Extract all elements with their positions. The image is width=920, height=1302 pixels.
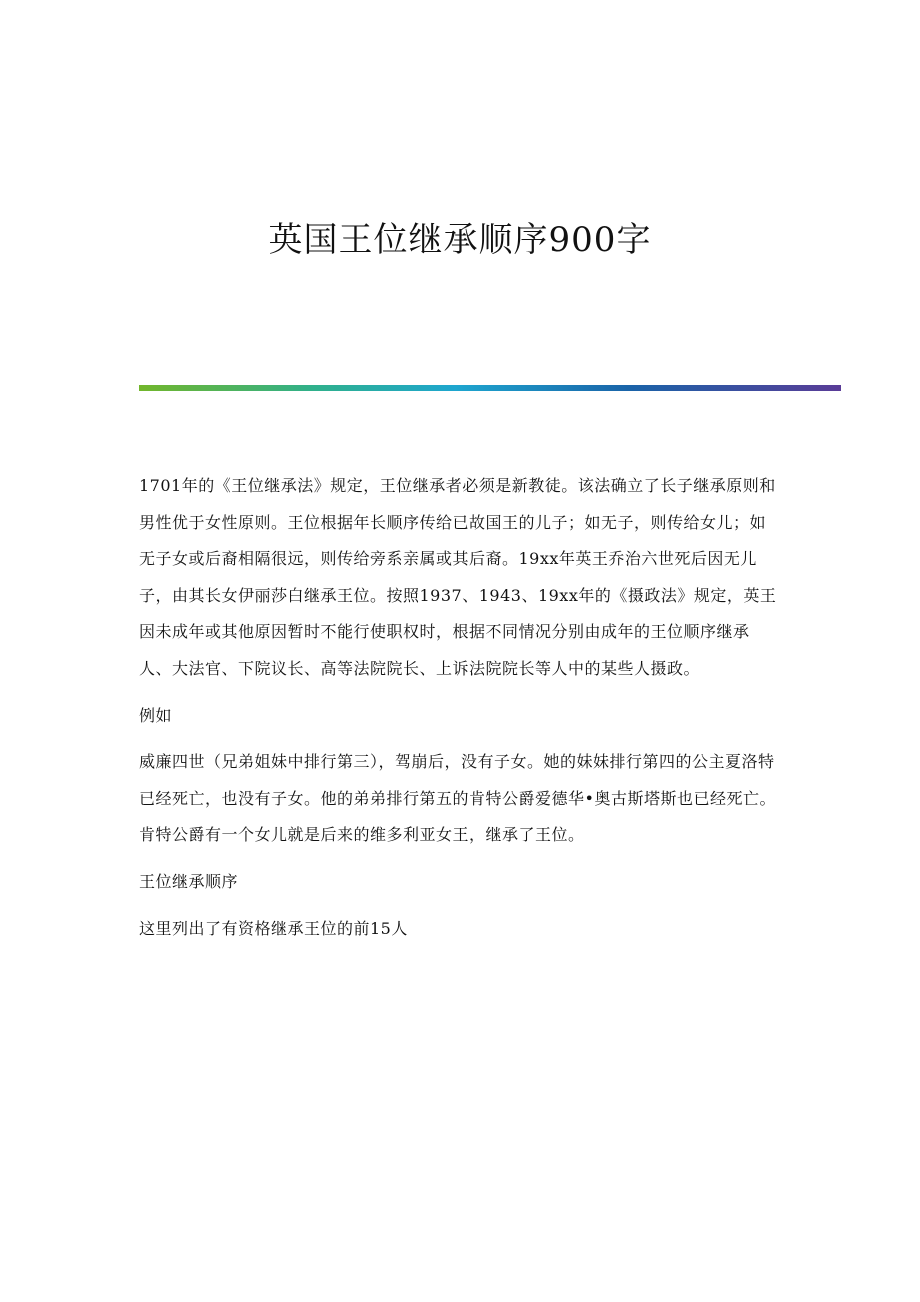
paragraph-example-heading: 例如 [139,705,173,725]
paragraph-list-intro: 这里列出了有资格继承王位的前15人 [139,918,408,938]
paragraph-william-iv-example: 威廉四世（兄弟姐妹中排行第三），驾崩后，没有子女。她的妹妹排行第四的公主夏洛特已经死亡，也没有子女。他的弟弟排行第五的肯特公爵爱德华•奥古斯塔斯也已经死亡。肯特公爵有一个女儿就是后来的维多利亚女王，继承了王位。 [139,752,776,845]
paragraph-succession-order-heading: 王位继承顺序 [139,871,239,891]
document-body [139,468,779,947]
gradient-divider [139,385,841,391]
paragraph-succession-law: 1701年的《王位继承法》规定，王位继承者必须是新教徒。该法确立了长子继承原则和男性优于女性原则。王位根据年长顺序传给已故国王的儿子；如无子，则传给女儿；如无子女或后裔相隔很远，则传给旁系亲属或其后裔。19xx年英王乔治六世死后因无儿子，由其长女伊丽莎白继承王位。按照1937、1943、19xx年的《摄政法》规定，英王因未成年或其他原因暂时不能行使职权时，根据不同情况分别由成年的王位顺序继承人、大法官、下院议长、高等法院院长、上诉法院院长等人中的某些人摄政。 [139,476,777,678]
document-title: 英国王位继承顺序900字 [268,220,652,260]
